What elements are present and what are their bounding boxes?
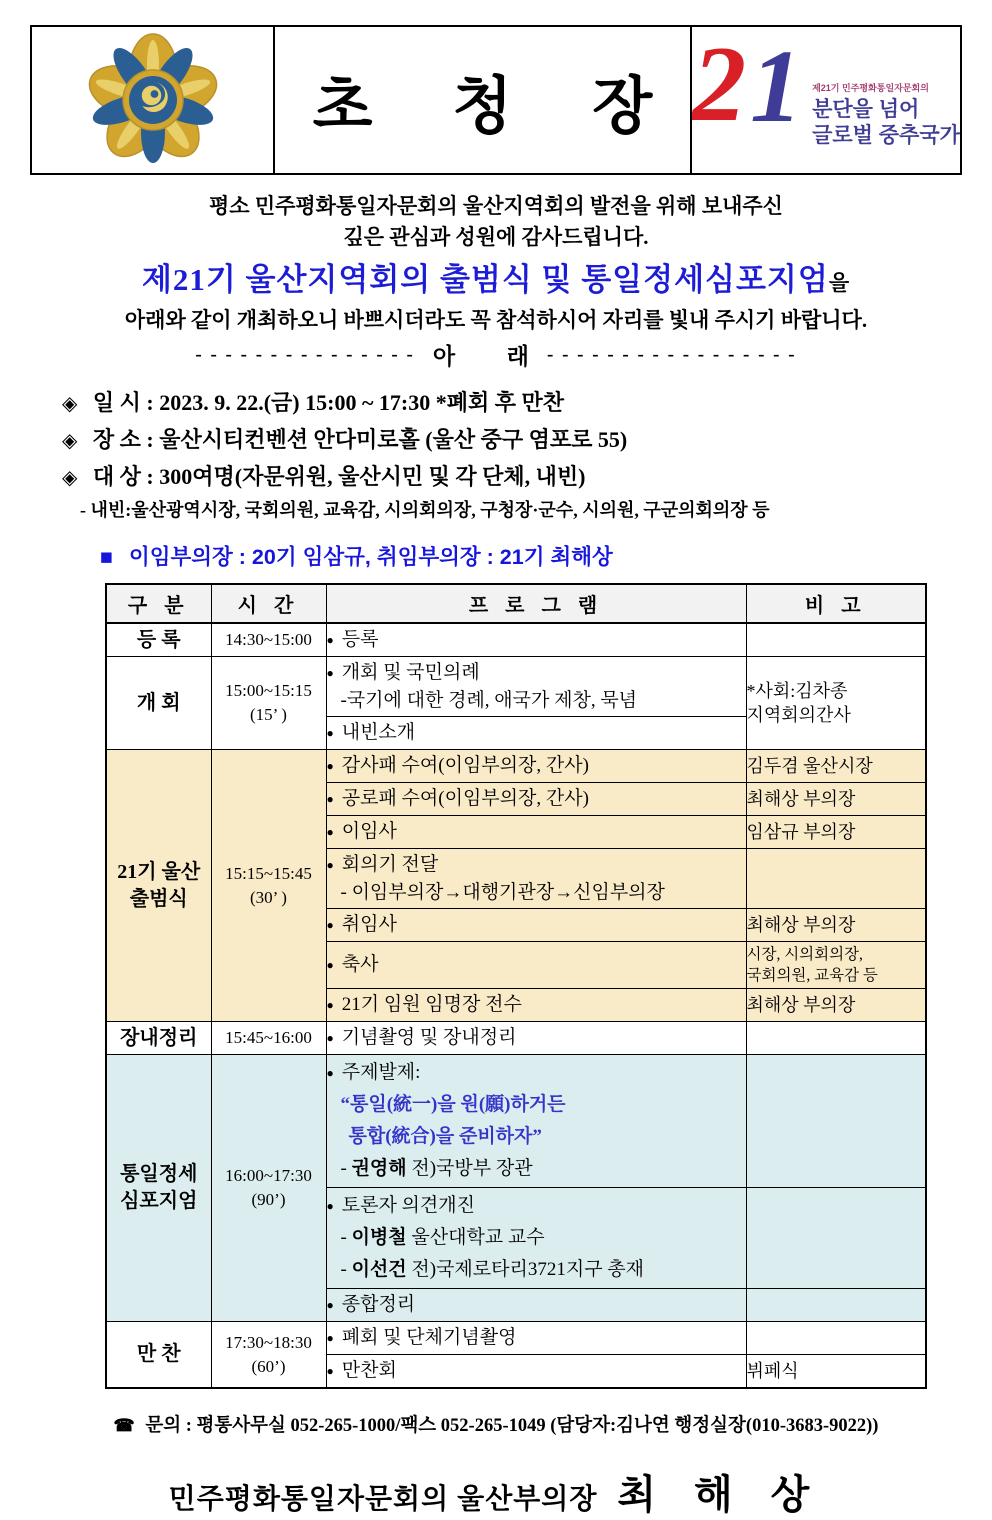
logo-21-icon bbox=[692, 27, 960, 173]
program-line bbox=[327, 818, 746, 846]
program-text: -국기에 대한 경례, 애국가 제창, 묵념 bbox=[340, 690, 638, 711]
event-headline-suffix: 을 bbox=[828, 271, 851, 295]
diamond-bullet-icon: ◈ bbox=[62, 467, 78, 489]
program-line bbox=[327, 1153, 746, 1185]
program-text: - bbox=[340, 1259, 352, 1280]
logo-small-line: 제21기 민주평화통일자문회의 bbox=[812, 83, 929, 93]
column-header-note: 비 고 bbox=[746, 584, 926, 623]
detail-audience-label: 대 상 bbox=[92, 464, 141, 489]
note-cell: *사회:김차종 지역회의간사 bbox=[746, 657, 926, 750]
program-text: - bbox=[340, 1158, 352, 1179]
program-text: 내빈소개 bbox=[341, 722, 416, 743]
program-cell bbox=[326, 849, 746, 909]
detail-audience bbox=[62, 459, 992, 496]
program-line bbox=[327, 687, 746, 714]
program-line bbox=[327, 785, 746, 813]
program-line bbox=[327, 626, 746, 654]
contact-text: 문의 : 평통사무실 052-265-1000/팩스 052-265-1049 (담당자:김나연 행정실장(010-3683-9022)) bbox=[145, 1416, 879, 1436]
bullet-icon: ● bbox=[326, 1066, 334, 1080]
program-text: 개회 및 국민의례 bbox=[341, 662, 480, 683]
chair-transition-text: 이임부의장 : 20기 임삼규, 취임부의장 : 21기 최해상 bbox=[128, 545, 613, 569]
note-cell: 최해상 부의장 bbox=[746, 783, 926, 816]
note-cell: 임삼규 부의장 bbox=[746, 816, 926, 849]
column-header-program: 프 로 그 램 bbox=[326, 584, 746, 623]
program-text: 폐회 및 단체기념촬영 bbox=[341, 1327, 517, 1348]
program-text: 공로패 수여(이임부의장, 간사) bbox=[341, 788, 589, 809]
program-line bbox=[327, 911, 746, 939]
bullet-icon: ● bbox=[326, 726, 334, 740]
schedule-table bbox=[105, 583, 927, 1389]
program-text: 통일(統一)을 원(願)하거든 bbox=[350, 1094, 566, 1115]
note-cell bbox=[746, 1055, 926, 1188]
program-text: 토론자 의견개진 bbox=[341, 1195, 475, 1216]
bullet-icon: ● bbox=[326, 1031, 334, 1045]
time-cell: 15:00~15:15 (15’ ) bbox=[211, 657, 326, 750]
program-line bbox=[327, 1190, 746, 1222]
detail-guests-subline: - 내빈:울산광역시장, 국회의원, 교육감, 시의회의장, 구청장·군수, 시의원, 구군의회의장 등 bbox=[80, 500, 770, 520]
bullet-icon: ● bbox=[326, 918, 334, 932]
document-title-cell bbox=[275, 27, 692, 173]
category-cell: 장내정리 bbox=[106, 1022, 211, 1055]
program-text: 21기 임원 임명장 전수 bbox=[341, 994, 522, 1015]
detail-date bbox=[62, 385, 992, 422]
logo-digit-1: 1 bbox=[750, 29, 803, 144]
program-cell bbox=[326, 1055, 746, 1188]
table-header-row bbox=[106, 584, 926, 623]
note-cell bbox=[746, 1188, 926, 1289]
program-line bbox=[327, 1024, 746, 1052]
separator-dashes-right: - - - - - - - - - - - - - - - - - bbox=[547, 343, 797, 365]
program-line bbox=[327, 1121, 746, 1153]
program-text: 이임사 bbox=[341, 821, 397, 842]
detail-date-label: 일 시 bbox=[92, 390, 141, 415]
category-cell: 통일정세 심포지엄 bbox=[106, 1055, 211, 1322]
logo-21-digits bbox=[692, 27, 810, 165]
detail-venue-label: 장 소 bbox=[92, 427, 141, 452]
program-line bbox=[327, 659, 746, 687]
program-line bbox=[327, 991, 746, 1019]
intro-line-1: 평소 민주평화통일자문회의 울산지역회의 발전을 위해 보내주신 bbox=[209, 194, 783, 218]
time-cell: 17:30~18:30 (60’) bbox=[211, 1322, 326, 1389]
event-headline-text: 제21기 울산지역회의 출범식 및 통일정세심포지엄 bbox=[141, 262, 829, 297]
table-row bbox=[106, 623, 926, 657]
diamond-bullet-icon: ◈ bbox=[62, 430, 78, 452]
flower-emblem-icon bbox=[77, 31, 229, 169]
detail-venue bbox=[62, 422, 992, 459]
program-cell bbox=[326, 989, 746, 1022]
detail-venue-value: : 울산시티컨벤션 안다미로홀 (울산 중구 염포로 55) bbox=[146, 427, 628, 452]
category-cell: 등 록 bbox=[106, 623, 211, 657]
program-text: 축사 bbox=[341, 954, 379, 975]
logo-slogan-1: 분단을 넘어 bbox=[812, 98, 920, 121]
bullet-icon: ● bbox=[326, 998, 334, 1012]
logo-digit-2: 2 bbox=[692, 27, 747, 144]
note-cell: 최해상 부의장 bbox=[746, 989, 926, 1022]
program-cell bbox=[326, 717, 746, 750]
program-cell bbox=[326, 750, 746, 783]
intro-section bbox=[0, 191, 992, 371]
bullet-icon: ● bbox=[326, 1298, 334, 1312]
intro-line-2: 깊은 관심과 성원에 감사드립니다. bbox=[343, 225, 649, 249]
table-row bbox=[106, 1322, 926, 1355]
separator-label: 아 래 bbox=[432, 344, 530, 369]
table-row bbox=[106, 1022, 926, 1055]
category-cell: 개 회 bbox=[106, 657, 211, 750]
program-text: - 이임부의장→대행기관장→신임부의장 bbox=[340, 882, 665, 903]
program-text: 회의기 전달 bbox=[341, 854, 439, 875]
program-text: 울산대학교 교수 bbox=[406, 1227, 545, 1248]
program-line bbox=[327, 1291, 746, 1319]
program-text: 이선건 bbox=[351, 1259, 407, 1280]
bullet-icon: ● bbox=[326, 958, 334, 972]
bullet-icon: ● bbox=[326, 633, 334, 647]
detail-audience-value: : 300여명(자문위원, 울산시민 및 각 단체, 내빈) bbox=[146, 464, 586, 489]
logo-21-cell bbox=[692, 27, 960, 173]
program-line bbox=[327, 851, 746, 879]
program-cell bbox=[326, 1322, 746, 1355]
program-text: 이병철 bbox=[351, 1227, 407, 1248]
program-text: 종합정리 bbox=[341, 1294, 416, 1315]
separator-dashes-left: - - - - - - - - - - - - - - - bbox=[195, 343, 415, 365]
program-line bbox=[327, 1089, 746, 1121]
program-text: 등록 bbox=[341, 629, 379, 650]
program-text: ” bbox=[532, 1126, 542, 1147]
note-cell: 시장, 시의회의장, 국회의원, 교육감 등 bbox=[746, 942, 926, 989]
program-cell bbox=[326, 816, 746, 849]
bullet-icon: ● bbox=[326, 1364, 334, 1378]
header-banner bbox=[30, 25, 962, 175]
program-line bbox=[327, 1324, 746, 1352]
program-cell bbox=[326, 942, 746, 989]
bullet-icon: ● bbox=[326, 825, 334, 839]
table-row bbox=[106, 1055, 926, 1188]
note-cell: 뷔페식 bbox=[746, 1355, 926, 1389]
program-cell bbox=[326, 909, 746, 942]
note-cell bbox=[746, 1322, 926, 1355]
program-cell bbox=[326, 657, 746, 717]
category-cell: 만 찬 bbox=[106, 1322, 211, 1389]
program-line bbox=[327, 752, 746, 780]
signature-org: 민주평화통일자문회의 울산부의장 bbox=[168, 1484, 598, 1515]
program-line bbox=[327, 1254, 746, 1286]
program-text: 취임사 bbox=[341, 914, 397, 935]
note-cell bbox=[746, 623, 926, 657]
table-row bbox=[106, 657, 926, 717]
square-bullet-icon: ■ bbox=[100, 545, 113, 569]
column-header-category: 구 분 bbox=[106, 584, 211, 623]
below-separator bbox=[0, 338, 992, 371]
time-cell: 15:45~16:00 bbox=[211, 1022, 326, 1055]
detail-date-value: : 2023. 9. 22.(금) 15:00 ~ 17:30 *폐회 후 만찬 bbox=[146, 390, 564, 415]
emblem-cell bbox=[32, 27, 275, 173]
program-line bbox=[327, 1057, 746, 1089]
diamond-bullet-icon: ◈ bbox=[62, 393, 78, 415]
program-text: 주제발제: bbox=[341, 1062, 421, 1083]
program-line bbox=[327, 879, 746, 906]
program-line bbox=[327, 1357, 746, 1385]
program-line bbox=[327, 1222, 746, 1254]
program-cell bbox=[326, 1355, 746, 1389]
event-headline bbox=[0, 259, 992, 304]
phone-icon: ☎ bbox=[113, 1416, 135, 1435]
schedule-table-body bbox=[106, 623, 926, 1388]
logo-21-text bbox=[812, 81, 960, 149]
note-cell bbox=[746, 849, 926, 909]
program-cell bbox=[326, 783, 746, 816]
bullet-icon: ● bbox=[326, 666, 334, 680]
time-cell: 15:15~15:45 (30’ ) bbox=[211, 750, 326, 1022]
bullet-icon: ● bbox=[326, 759, 334, 773]
program-text: “ bbox=[340, 1094, 350, 1115]
time-cell: 16:00~17:30 (90’) bbox=[211, 1055, 326, 1322]
program-cell bbox=[326, 1022, 746, 1055]
program-text: 감사패 수여(이임부의장, 간사) bbox=[341, 755, 589, 776]
chair-transition-line bbox=[100, 540, 992, 571]
category-cell: 21기 울산 출범식 bbox=[106, 750, 211, 1022]
page-title: 초 청 장 bbox=[312, 72, 685, 141]
time-cell: 14:30~15:00 bbox=[211, 623, 326, 657]
bullet-icon: ● bbox=[326, 792, 334, 806]
note-cell bbox=[746, 1289, 926, 1322]
table-row bbox=[106, 750, 926, 783]
program-cell bbox=[326, 1188, 746, 1289]
program-text: 통합(統合)을 준비하자 bbox=[348, 1126, 533, 1147]
signature-name: 최 해 상 bbox=[617, 1472, 824, 1517]
intro-line-3: 아래와 같이 개최하오니 바쁘시더라도 꼭 참석하시어 자리를 빛내 주시기 바랍니다. bbox=[124, 308, 868, 332]
logo-slogan-2: 글로벌 중추국가 bbox=[812, 124, 960, 147]
event-details bbox=[62, 385, 992, 524]
bullet-icon: ● bbox=[326, 1331, 334, 1345]
program-text: 전)국방부 장관 bbox=[406, 1158, 533, 1179]
program-cell bbox=[326, 623, 746, 657]
program-text: - bbox=[340, 1227, 352, 1248]
column-header-time: 시 간 bbox=[211, 584, 326, 623]
note-cell: 김두겸 울산시장 bbox=[746, 750, 926, 783]
program-text: 기념촬영 및 장내정리 bbox=[341, 1027, 517, 1048]
program-text: 만찬회 bbox=[341, 1360, 397, 1381]
bullet-icon: ● bbox=[326, 858, 334, 872]
bullet-icon: ● bbox=[326, 1199, 334, 1213]
signature-line bbox=[0, 1463, 992, 1520]
contact-line bbox=[0, 1411, 992, 1437]
note-cell bbox=[746, 1022, 926, 1055]
program-line bbox=[327, 719, 746, 747]
program-line bbox=[327, 951, 746, 979]
note-cell: 최해상 부의장 bbox=[746, 909, 926, 942]
program-cell bbox=[326, 1289, 746, 1322]
program-text: 권영해 bbox=[351, 1158, 407, 1179]
program-text: 전)국제로타리3721지구 총재 bbox=[406, 1259, 645, 1280]
